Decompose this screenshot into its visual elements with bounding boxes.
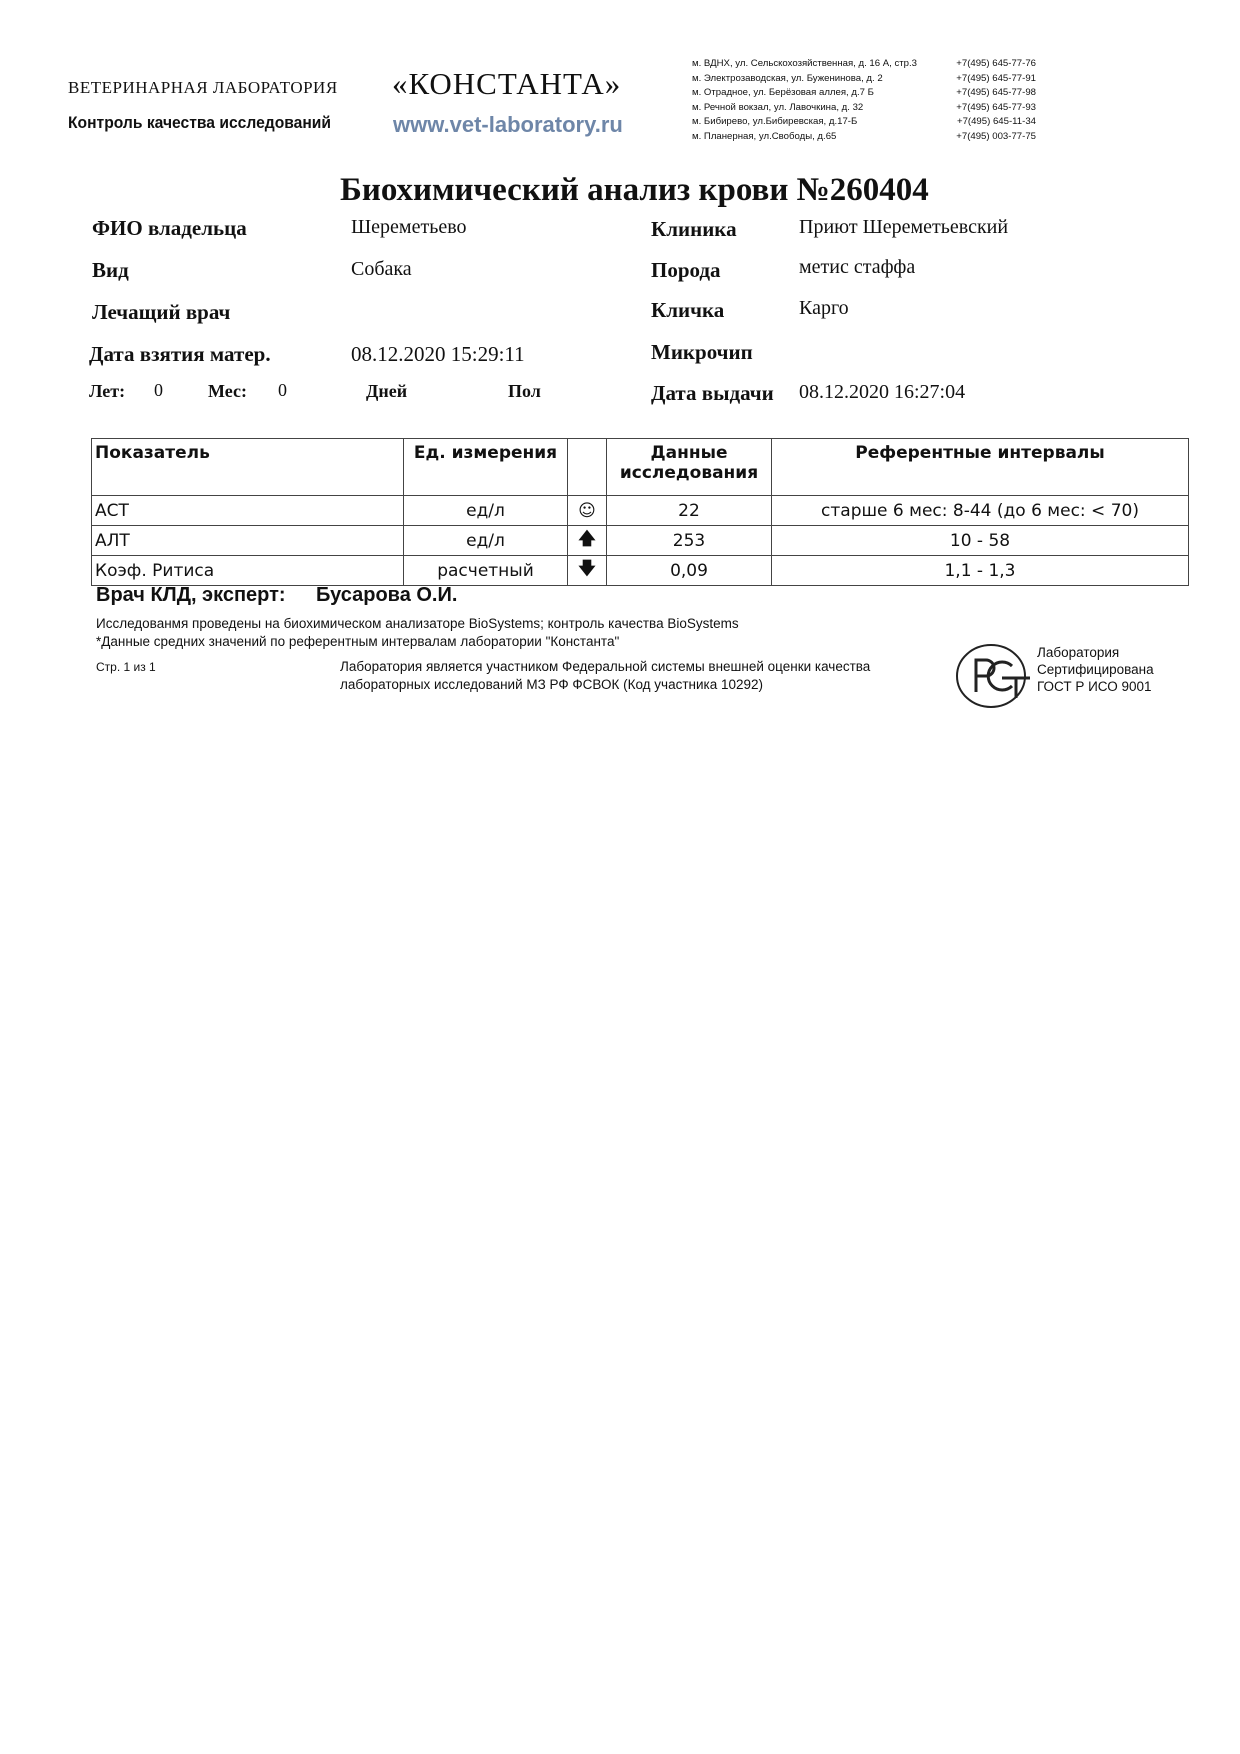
months-label: Мес:: [208, 381, 247, 401]
table-header-row: [92, 439, 1189, 496]
sample-date-label: Дата взятия матер.: [89, 342, 271, 366]
years-value: 0: [154, 380, 163, 400]
owner-value: Шереметьево: [351, 216, 467, 238]
breed-label: Порода: [651, 258, 721, 282]
cert-line-3: ГОСТ Р ИСО 9001: [1037, 679, 1152, 694]
lab-subtitle: Контроль качества исследований: [68, 113, 332, 132]
table-row: [92, 556, 1189, 586]
branch-phone: +7(495) 645-77-98: [956, 87, 1036, 99]
microchip-label: Микрочип: [651, 340, 753, 364]
header-result: Данные исследования: [607, 439, 772, 496]
lab-name: ВЕТЕРИНАРНАЯ ЛАБОРАТОРИЯ: [68, 78, 338, 97]
table-row: [92, 526, 1189, 556]
cert-line-1: Лаборатория: [1037, 645, 1120, 660]
expert-name: Бусарова О.И.: [316, 584, 458, 606]
participant-line-2: лабораторных исследований МЗ РФ ФСВОК (Код участника 10292): [340, 677, 764, 692]
row-result: 0,09: [607, 556, 772, 586]
results-table: [91, 438, 1189, 586]
species-value: Собака: [351, 258, 412, 280]
species-label: Вид: [92, 258, 129, 282]
branch-address: м. Речной вокзал, ул. Лавочкина, д. 32: [692, 101, 864, 113]
sample-date-value: 08.12.2020 15:29:11: [351, 342, 525, 366]
document-title: Биохимический анализ крови №260404: [340, 172, 929, 208]
branch-address: м. Планерная, ул.Свободы, д.65: [692, 130, 837, 142]
branch-list: [692, 57, 1036, 145]
years-label: Лет:: [89, 381, 126, 401]
row-reference: 1,1 - 1,3: [772, 556, 1189, 586]
branch-phone: +7(495) 645-77-93: [956, 101, 1036, 113]
branch-item: [692, 101, 1036, 116]
header-flag: [568, 439, 607, 496]
branch-item: [692, 57, 1036, 72]
lab-brand: «КОНСТАНТА»: [392, 66, 622, 101]
branch-item: [692, 130, 1036, 145]
nickname-value: Карго: [799, 297, 849, 319]
row-reference: старше 6 мес: 8-44 (до 6 мес: < 70): [772, 496, 1189, 526]
row-result: 22: [607, 496, 772, 526]
branch-address: м. Бибирево, ул.Бибиревская, д.17-Б: [692, 116, 858, 128]
clinic-label: Клиника: [651, 217, 737, 241]
nickname-label: Кличка: [651, 298, 725, 322]
row-indicator: АСТ: [92, 496, 404, 526]
branch-phone: +7(495) 645-11-34: [956, 116, 1036, 128]
row-reference: 10 - 58: [772, 526, 1189, 556]
branch-item: [692, 72, 1036, 87]
row-indicator: АЛТ: [92, 526, 404, 556]
branch-item: [692, 115, 1036, 130]
breed-value: метис стаффа: [799, 256, 916, 278]
branch-address: м. ВДНХ, ул. Сельскохозяйственная, д. 16 А, стр.3: [692, 58, 918, 69]
header-reference: Референтные интервалы: [772, 439, 1189, 496]
page-number: Стр. 1 из 1: [96, 660, 156, 674]
months-value: 0: [278, 380, 287, 400]
branch-address: м. Электрозаводская, ул. Буженинова, д. 2: [692, 72, 883, 84]
branch-address: м. Отрадное, ул. Берёзовая аллея, д.7 Б: [692, 87, 874, 99]
issue-date-value: 08.12.2020 16:27:04: [799, 381, 966, 403]
branch-phone: +7(495) 003-77-75: [956, 130, 1036, 142]
arrow-down-icon: 🡇: [568, 556, 607, 586]
doctor-label: Лечащий врач: [92, 300, 231, 324]
header-unit: Ед. измерения: [404, 439, 568, 496]
branch-phone: +7(495) 645-77-91: [956, 72, 1036, 84]
issue-date-label: Дата выдачи: [651, 381, 774, 405]
branch-phone: +7(495) 645-77-76: [956, 58, 1036, 69]
expert-label: Врач КЛД, эксперт:: [96, 584, 286, 606]
row-unit: расчетный: [404, 556, 568, 586]
row-unit: ед/л: [404, 496, 568, 526]
cert-line-2: Сертифицирована: [1037, 662, 1154, 677]
footer-note-analyzer: Исследованмя проведены на биохимическом анализаторе BioSystems; контроль качества BioSystems: [96, 616, 739, 631]
certification-logo-icon: [954, 642, 1034, 712]
participant-line-1: Лаборатория является участником Федеральной системы внешней оценки качества: [340, 659, 871, 674]
arrow-up-icon: 🡅: [568, 526, 607, 556]
days-label: Дней: [366, 381, 408, 401]
footer-note-reference: *Данные средних значений по референтным интервалам лаборатории "Константа": [96, 634, 620, 649]
header-indicator: Показатель: [92, 439, 404, 496]
smiley-icon: ☺: [568, 496, 607, 526]
sex-label: Пол: [508, 381, 541, 401]
owner-label: ФИО владельца: [92, 216, 247, 240]
row-indicator: Коэф. Ритиса: [92, 556, 404, 586]
lab-website-link[interactable]: www.vet-laboratory.ru: [393, 112, 623, 137]
clinic-value: Приют Шереметьевский: [799, 216, 1009, 238]
row-result: 253: [607, 526, 772, 556]
branch-item: [692, 86, 1036, 101]
table-row: [92, 496, 1189, 526]
row-unit: ед/л: [404, 526, 568, 556]
